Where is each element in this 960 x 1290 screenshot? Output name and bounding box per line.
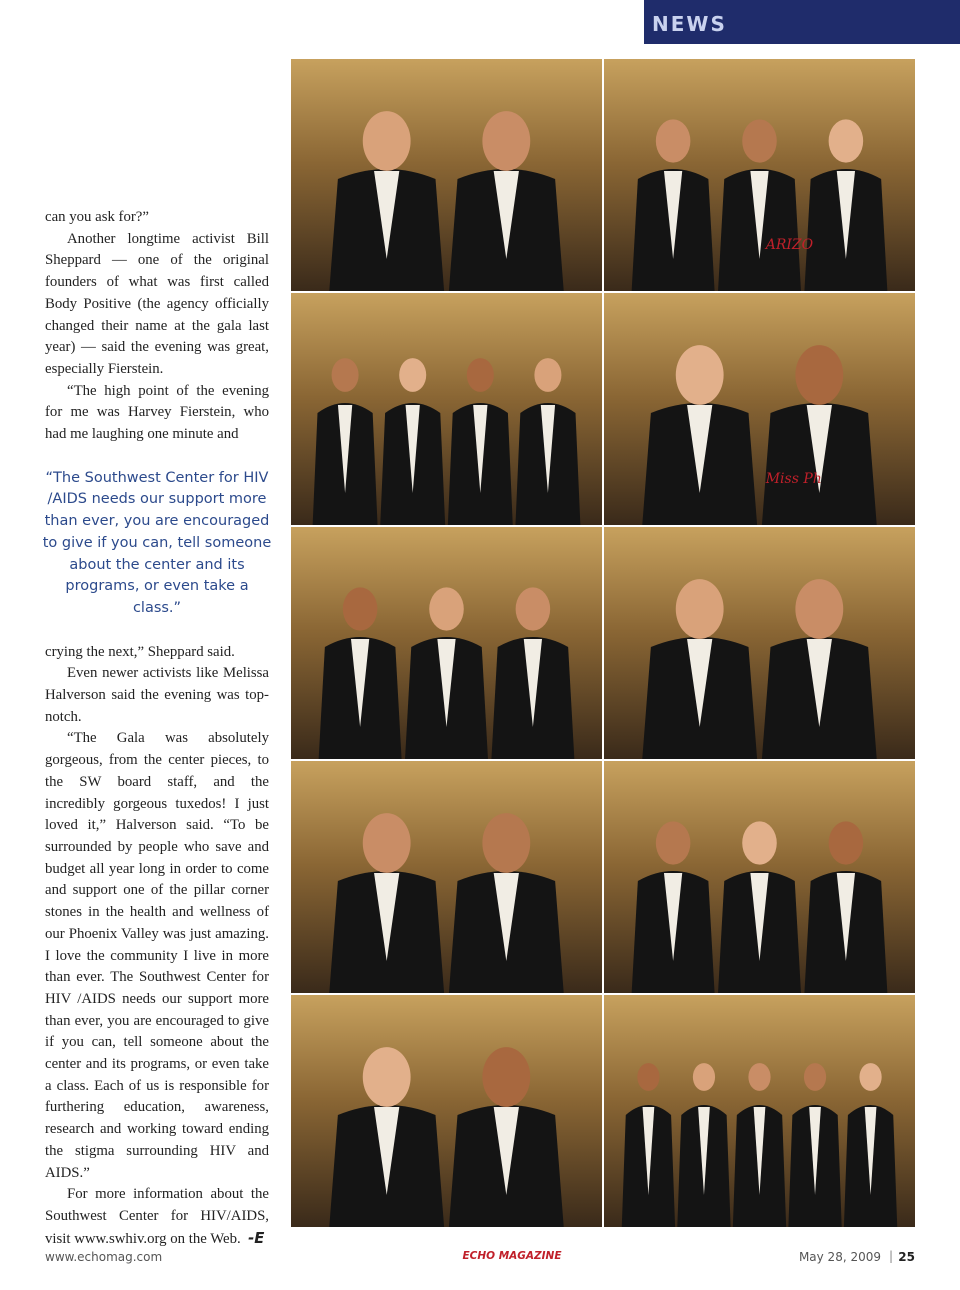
photo-illustration (604, 59, 915, 291)
person-head (676, 345, 724, 405)
gala-photo-4 (604, 293, 915, 525)
photo-illustration (604, 995, 915, 1227)
person-head (637, 1063, 659, 1091)
article-paragraph: Another longtime activist Bill Sheppard — one of the original founders of what was first called Body Positive (the agency officially changed their name at the gala last year) — said the evening was great, especially Fierstein. (45, 230, 269, 377)
person-head (676, 579, 724, 639)
photo-illustration (604, 527, 915, 759)
issue-date: May 28, 2009 (798, 1250, 881, 1264)
gala-photo-6 (604, 527, 915, 759)
person-head (656, 119, 691, 162)
gala-photo-8 (604, 761, 915, 993)
person-head (516, 587, 551, 630)
article-column (42, 207, 272, 1250)
photo-illustration (291, 995, 602, 1227)
person-head (482, 1047, 530, 1107)
gala-photo-2 (604, 59, 915, 291)
photo-illustration (291, 761, 602, 993)
photo-illustration (604, 761, 915, 993)
person-head (467, 358, 494, 392)
person-head (829, 821, 864, 864)
footer-url: www.echomag.com (45, 1250, 163, 1264)
sash-label: ARIZO (765, 237, 814, 253)
pull-quote: “The Southwest Center for HIV /AIDS needs our support more than ever, you are encouraged to give if you can, tell someone about the center and its programs, or even take a class.” (42, 469, 272, 616)
photo-illustration (291, 293, 602, 525)
photo-illustration (291, 527, 602, 759)
person-head (363, 1047, 411, 1107)
magazine-logo: ECHO MAGAZINE (462, 1250, 562, 1262)
article-paragraph-last (45, 1184, 269, 1250)
person-head (399, 358, 426, 392)
person-head (742, 119, 777, 162)
page-footer (45, 1248, 915, 1268)
gala-photo-1 (291, 59, 602, 291)
article-paragraph: “The high point of the evening for me was Harvey Fierstein, who had me laughing one minute and (45, 382, 269, 443)
article-closing-text: For more information about the Southwest Center for HIV/AIDS, visit www.swhiv.org on the Web. (45, 1186, 269, 1247)
sash-label: Miss Ph (765, 471, 822, 487)
photo-illustration (291, 59, 602, 291)
person-head (656, 821, 691, 864)
article-paragraph: crying the next,” Sheppard said. (45, 643, 235, 660)
person-head (363, 813, 411, 873)
author-signature: -E (248, 1229, 265, 1247)
person-head (748, 1063, 770, 1091)
gala-photo-10 (604, 995, 915, 1227)
section-header-tab (644, 0, 960, 44)
gala-photo-7 (291, 761, 602, 993)
person-head (332, 358, 359, 392)
footer-separator: | (888, 1249, 893, 1263)
section-title: NEWS (652, 12, 727, 36)
article-paragraph: can you ask for?” (45, 209, 149, 225)
page-number: 25 (898, 1250, 915, 1264)
photo-grid (291, 59, 915, 1231)
person-head (742, 821, 777, 864)
person-head (829, 119, 864, 162)
person-head (859, 1063, 881, 1091)
person-head (795, 345, 843, 405)
person-head (795, 579, 843, 639)
person-head (804, 1063, 826, 1091)
gala-photo-5 (291, 527, 602, 759)
person-head (693, 1063, 715, 1091)
photo-illustration (604, 293, 915, 525)
article-paragraph: “The Gala was absolutely gorgeous, from the center pieces, to the SW board staff, and the incredibly gorgeous tuxedos! I just loved it,” Halverson said. “To be surrounded by people who save and budget all year long in order to come and support one of the pillar corner stones in the health and wellness of our Phoenix Valley was just amazing. I love the community I live in more than ever. The Southwest Center for HIV /AIDS needs our support more than ever, you are encouraged to give if you can, tell someone about the center and its programs, or even take a class. Each of us is responsible for furthering education, awareness, research and working toward ending the stigma surrounding HIV and AIDS.” (45, 730, 269, 1181)
person-head (363, 111, 411, 171)
person-head (429, 587, 464, 630)
article-paragraph: Even newer activists like Melissa Halverson said the evening was top-notch. (45, 665, 269, 725)
person-head (343, 587, 378, 630)
person-head (482, 813, 530, 873)
person-head (482, 111, 530, 171)
gala-photo-3 (291, 293, 602, 525)
gala-photo-9 (291, 995, 602, 1227)
person-head (534, 358, 561, 392)
